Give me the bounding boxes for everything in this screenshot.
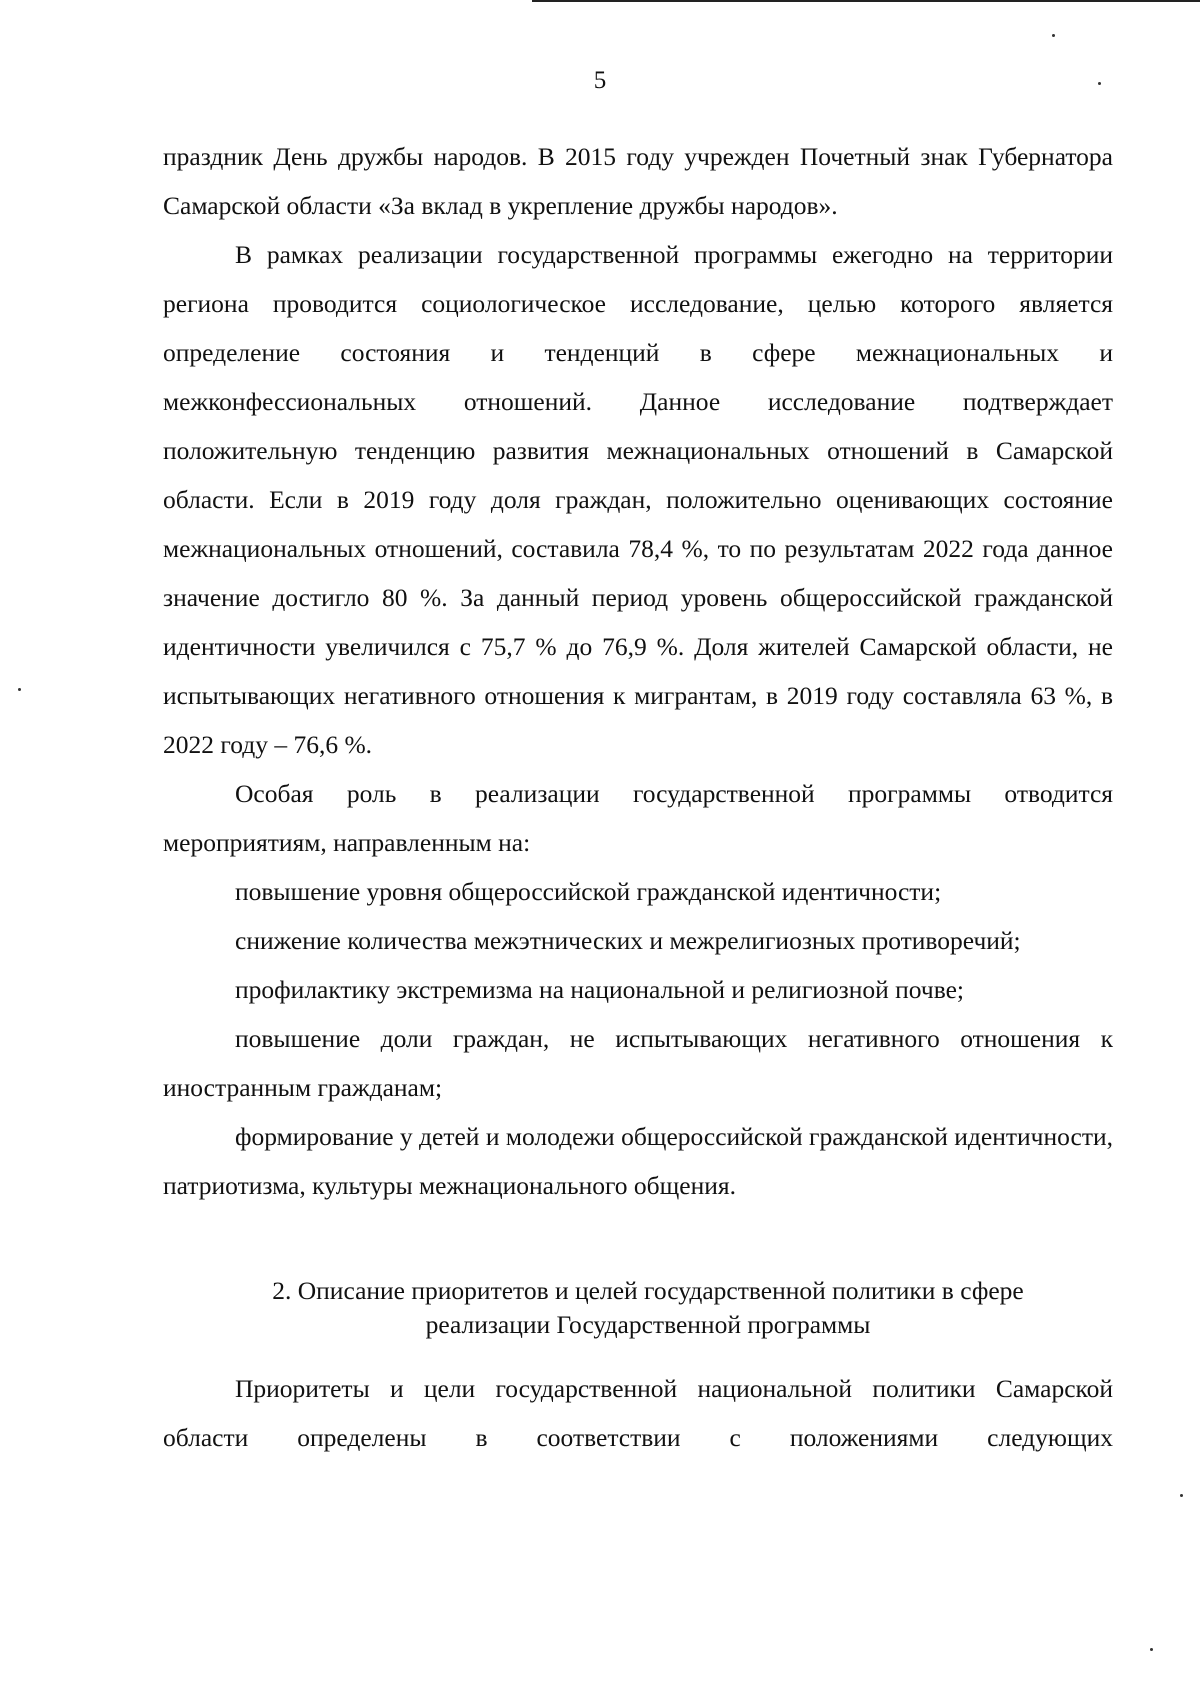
- document-body: [163, 132, 1113, 1462]
- scan-speck: [1180, 1494, 1183, 1497]
- list-item-extremism: профилактику экстремизма на национальной и религиозной почве;: [235, 975, 965, 1004]
- section-heading: [163, 1274, 1113, 1342]
- section-heading-line-2: реализации Государственной программы: [425, 1310, 871, 1339]
- paragraph-continuation: праздник День дружбы народов. В 2015 году учрежден Почетный знак Губернатора Самарской области «За вклад в укрепление дружбы народов».: [163, 142, 1113, 220]
- paragraph-special-role: Особая роль в реализации государственной программы отводится мероприятиям, направленным на:: [163, 779, 1113, 857]
- page-number: 5: [593, 67, 607, 94]
- list-item-foreigners: повышение доли граждан, не испытывающих негативного отношения к иностранным гражданам;: [163, 1024, 1113, 1102]
- top-border-line: [532, 0, 1200, 2]
- paragraph-priorities: Приоритеты и цели государственной национальной политики Самарской области определены в соответствии с положениями следующих: [163, 1374, 1113, 1452]
- list-item-identity: повышение уровня общероссийской гражданской идентичности;: [235, 877, 942, 906]
- paragraph-research: В рамках реализации государственной программы ежегодно на территории региона проводится социологическое исследование, целью которого является определение состояния и тенденций в сфере межнациональных и межконфессиональных отношений. Данное исследование подтверждает положительную тенденцию развития межнациональных отношений в Самарской области. Если в 2019 году доля граждан, положительно оценивающих состояние межнациональных отношений, составила 78,4 %, то по результатам 2022 года данное значение достигло 80 %. За данный период уровень общероссийской гражданской идентичности увеличился с 75,7 % до 76,9 %. Доля жителей Самарской области, не испытывающих негативного отношения к мигрантам, в 2019 году составляла 63 %, в 2022 году – 76,6 %.: [163, 240, 1113, 759]
- list-item-contradictions: снижение количества межэтнических и межрелигиозных противоречий;: [235, 926, 1021, 955]
- scan-speck: [1150, 1648, 1153, 1651]
- spacer: [163, 1210, 1113, 1234]
- scan-speck: [18, 688, 21, 691]
- list-item-youth: формирование у детей и молодежи общероссийской гражданской идентичности, патриотизма, культуры межнационального общения.: [163, 1122, 1113, 1200]
- scan-speck: [1052, 34, 1055, 37]
- spacer: [163, 1342, 1113, 1364]
- section-heading-line-1: 2. Описание приоритетов и целей государственной политики в сфере: [272, 1276, 1024, 1305]
- scan-speck: [1098, 82, 1101, 85]
